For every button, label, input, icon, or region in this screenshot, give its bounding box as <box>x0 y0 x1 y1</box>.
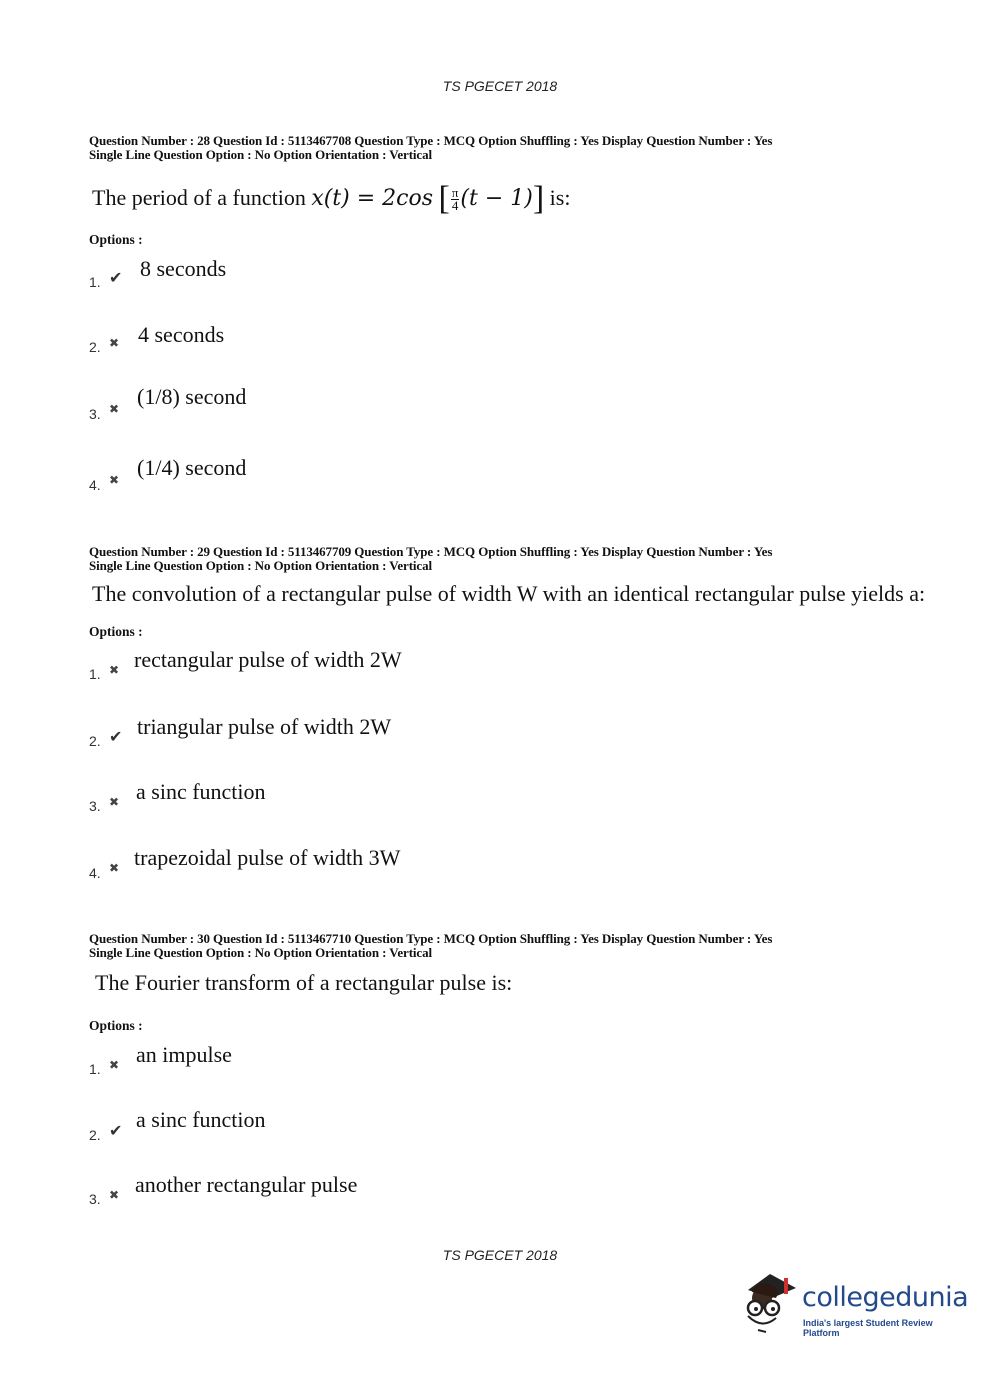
options-label: Options : <box>89 232 143 247</box>
option-number: 2. <box>89 733 101 749</box>
option-number: 4. <box>89 477 101 493</box>
option-text: triangular pulse of width 2W <box>137 714 392 739</box>
question-text-prefix: The period of a function <box>92 185 312 210</box>
question-meta <box>89 134 772 162</box>
option-text: (1/4) second <box>137 455 247 480</box>
option-number: 1. <box>89 274 101 290</box>
question-text: The Fourier transform of a rectangular pulse is: <box>95 970 513 995</box>
option-2[interactable] <box>89 1107 789 1147</box>
math-rhs: (t − 1) <box>460 186 533 211</box>
option-text: a sinc function <box>136 1107 266 1132</box>
option-text: rectangular pulse of width 2W <box>134 647 402 672</box>
option-text: another rectangular pulse <box>135 1172 358 1197</box>
meta-line-2: Single Line Question Option : No Option Orientation : Vertical <box>89 558 433 573</box>
meta-line-1: Question Number : 30 Question Id : 5113467710 Question Type : MCQ Option Shuffling : Yes Display Question Number : Yes <box>89 931 773 946</box>
cross-icon: ✖ <box>109 1058 120 1072</box>
check-icon: ✔ <box>109 1121 123 1140</box>
page-footer: TS PGECET 2018 <box>442 1247 558 1263</box>
cross-icon: ✖ <box>109 861 120 875</box>
meta-line-1: Question Number : 29 Question Id : 5113467709 Question Type : MCQ Option Shuffling : Yes Display Question Number : Yes <box>89 544 773 559</box>
options-label: Options : <box>89 624 143 639</box>
option-text: a sinc function <box>136 779 266 804</box>
collegedunia-logo[interactable] <box>740 1268 970 1343</box>
option-1[interactable] <box>89 256 789 296</box>
option-3[interactable] <box>89 1172 789 1212</box>
mascot-icon <box>740 1268 802 1338</box>
cross-icon: ✖ <box>109 473 120 487</box>
option-3[interactable] <box>89 384 789 424</box>
option-3[interactable] <box>89 779 789 819</box>
question-text-suffix: is: <box>544 185 571 210</box>
check-icon: ✔ <box>109 727 123 746</box>
cross-icon: ✖ <box>109 336 120 350</box>
fraction-denominator: 4 <box>451 198 459 214</box>
math-lhs: x(t) = 2cos <box>311 186 433 211</box>
option-number: 3. <box>89 1191 101 1207</box>
fraction-numerator: π <box>451 185 459 201</box>
question-text: The period of a function x(t) = 2cos [ $\frac{\pi}{4}$ (t − 1)] is: <box>92 180 571 217</box>
logo-tagline: India's largest Student Review Platform <box>803 1318 933 1338</box>
logo-wordmark: collegedunia <box>802 1282 969 1313</box>
meta-line-2: Single Line Question Option : No Option Orientation : Vertical <box>89 147 433 162</box>
option-4[interactable] <box>89 845 789 885</box>
option-number: 3. <box>89 798 101 814</box>
option-2[interactable] <box>89 322 789 362</box>
option-text: trapezoidal pulse of width 3W <box>134 845 401 870</box>
option-text: (1/8) second <box>137 384 247 409</box>
option-text: 4 seconds <box>138 322 225 347</box>
cross-icon: ✖ <box>109 402 120 416</box>
options-label: Options : <box>89 1018 143 1033</box>
cross-icon: ✖ <box>109 1188 120 1202</box>
cross-icon: ✖ <box>109 795 120 809</box>
option-1[interactable] <box>89 647 789 687</box>
option-number: 1. <box>89 666 101 682</box>
meta-line-2: Single Line Question Option : No Option Orientation : Vertical <box>89 945 433 960</box>
check-icon: ✔ <box>109 268 123 287</box>
page-header: TS PGECET 2018 <box>442 78 558 94</box>
option-number: 3. <box>89 406 101 422</box>
option-number: 1. <box>89 1061 101 1077</box>
fraction <box>451 187 460 212</box>
option-number: 2. <box>89 339 101 355</box>
option-text: 8 seconds <box>140 256 227 281</box>
question-meta <box>89 932 772 960</box>
option-number: 2. <box>89 1127 101 1143</box>
question-meta <box>89 545 772 573</box>
option-4[interactable] <box>89 455 789 495</box>
option-1[interactable] <box>89 1042 789 1082</box>
question-text: The convolution of a rectangular pulse of width W with an identical rectangular pulse yields a: <box>92 581 926 606</box>
option-number: 4. <box>89 865 101 881</box>
option-2[interactable] <box>89 714 789 754</box>
meta-line-1: Question Number : 28 Question Id : 5113467708 Question Type : MCQ Option Shuffling : Yes Display Question Number : Yes <box>89 133 773 148</box>
cross-icon: ✖ <box>109 663 120 677</box>
option-text: an impulse <box>136 1042 232 1067</box>
